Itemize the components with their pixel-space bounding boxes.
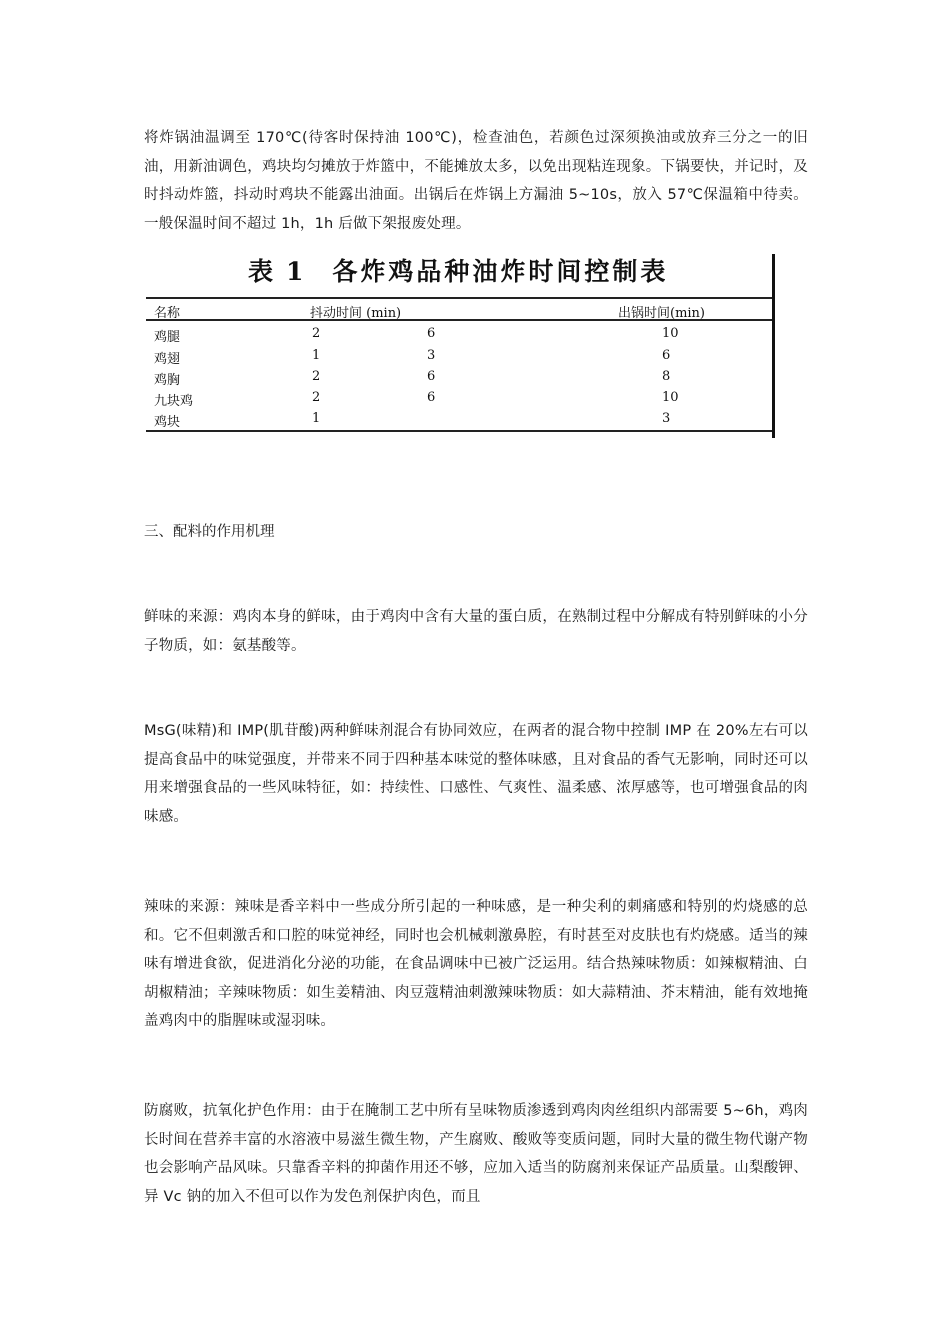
table-header-shake-time: 抖动时间 (min): [310, 306, 402, 321]
table-cell-name: 九块鸡: [154, 394, 194, 409]
table-cell-shake-b: 3: [427, 348, 436, 363]
table-cell-out: 10: [662, 326, 679, 341]
table-cell-out: 8: [662, 369, 671, 384]
paragraph-frying-procedure: 将炸锅油温调至 170℃(待客时保持油 100℃)，检查油色，若颜色过深须换油或放弃三分之一的旧油，用新油调色，鸡块均匀摊放于炸篮中，不能摊放太多，以免出现粘连现象。下锅要快，并记时，及时抖动炸篮，抖动时鸡块不能露出油面。出锅后在炸锅上方漏油 5~10s，放入 57℃保温箱中待卖。一般保温时间不超过 1h，1h 后做下架报废处理。: [144, 130, 808, 232]
table-cell-shake-a: 1: [312, 348, 321, 363]
table-cell-shake-a: 1: [312, 411, 321, 426]
table-cell-shake-a: 2: [312, 369, 321, 384]
table-cell-shake-b: 6: [427, 326, 436, 341]
table-title: [248, 252, 668, 288]
table-title-text: 各炸鸡品种油炸时间控制表: [332, 257, 669, 286]
section-heading: 三、配料的作用机理: [144, 524, 275, 540]
table-cell-name: 鸡块: [154, 415, 181, 430]
table-cell-shake-b: 6: [427, 390, 436, 405]
table-cell-name: 鸡翅: [154, 352, 181, 367]
table-cell-out: 6: [662, 348, 671, 363]
table-title-prefix: 表: [248, 257, 277, 286]
paragraph-spicy-source: 辣味的来源：辣味是香辛料中一些成分所引起的一种味感，是一种尖利的刺痛感和特别的灼烧感的总和。它不但刺激舌和口腔的味觉神经，同时也会机械刺激鼻腔，有时甚至对皮肤也有灼烧感。适当的辣味有增进食欲，促进消化分泌的功能，在食品调味中已被广泛运用。结合热辣味物质：如辣椒精油、白胡椒精油；辛辣味物质：如生姜精油、肉豆蔻精油刺激辣味物质：如大蒜精油、芥末精油，能有效地掩盖鸡肉中的脂腥味或湿羽味。: [144, 899, 808, 1029]
table-title-number: 1: [286, 257, 307, 286]
frying-time-table: [140, 252, 780, 442]
table-cell-shake-a: 2: [312, 326, 321, 341]
table-header-out-time: 出锅时间(min): [618, 306, 706, 321]
table-right-rule: [772, 254, 775, 438]
table-bottom-rule: [146, 430, 772, 432]
table-cell-shake-a: 2: [312, 390, 321, 405]
table-header-name: 名称: [154, 306, 181, 321]
table-cell-name: 鸡胸: [154, 373, 181, 388]
paragraph-msg-imp: MsG(味精)和 IMP(肌苷酸)两种鲜味剂混合有协同效应，在两者的混合物中控制 IMP 在 20%左右可以提高食品中的味觉强度，并带来不同于四种基本味觉的整体味感，且对食品的香气无影响，同时还可以用来增强食品的一些风味特征，如：持续性、口感性、气爽性、温柔感、浓厚感等，也可增强食品的肉味感。: [144, 723, 808, 825]
table-cell-shake-b: 6: [427, 369, 436, 384]
paragraph-preservation: 防腐败，抗氧化护色作用：由于在腌制工艺中所有呈味物质渗透到鸡肉肉丝组织内部需要 5~6h，鸡肉长时间在营养丰富的水溶液中易滋生微生物，产生腐败、酸败等变质问题，同时大量的微生物代谢产物也会影响产品风味。只靠香辛料的抑菌作用还不够，应加入适当的防腐剂来保证产品质量。山梨酸钾、异 Vc 钠的加入不但可以作为发色剂保护肉色，而且: [144, 1103, 808, 1205]
table-top-rule: [146, 297, 772, 299]
table-cell-out: 3: [662, 411, 671, 426]
table-cell-name: 鸡腿: [154, 330, 181, 345]
table-cell-out: 10: [662, 390, 679, 405]
paragraph-umami-source: 鲜味的来源：鸡肉本身的鲜味，由于鸡肉中含有大量的蛋白质，在熟制过程中分解成有特别鲜味的小分子物质，如：氨基酸等。: [144, 609, 808, 654]
